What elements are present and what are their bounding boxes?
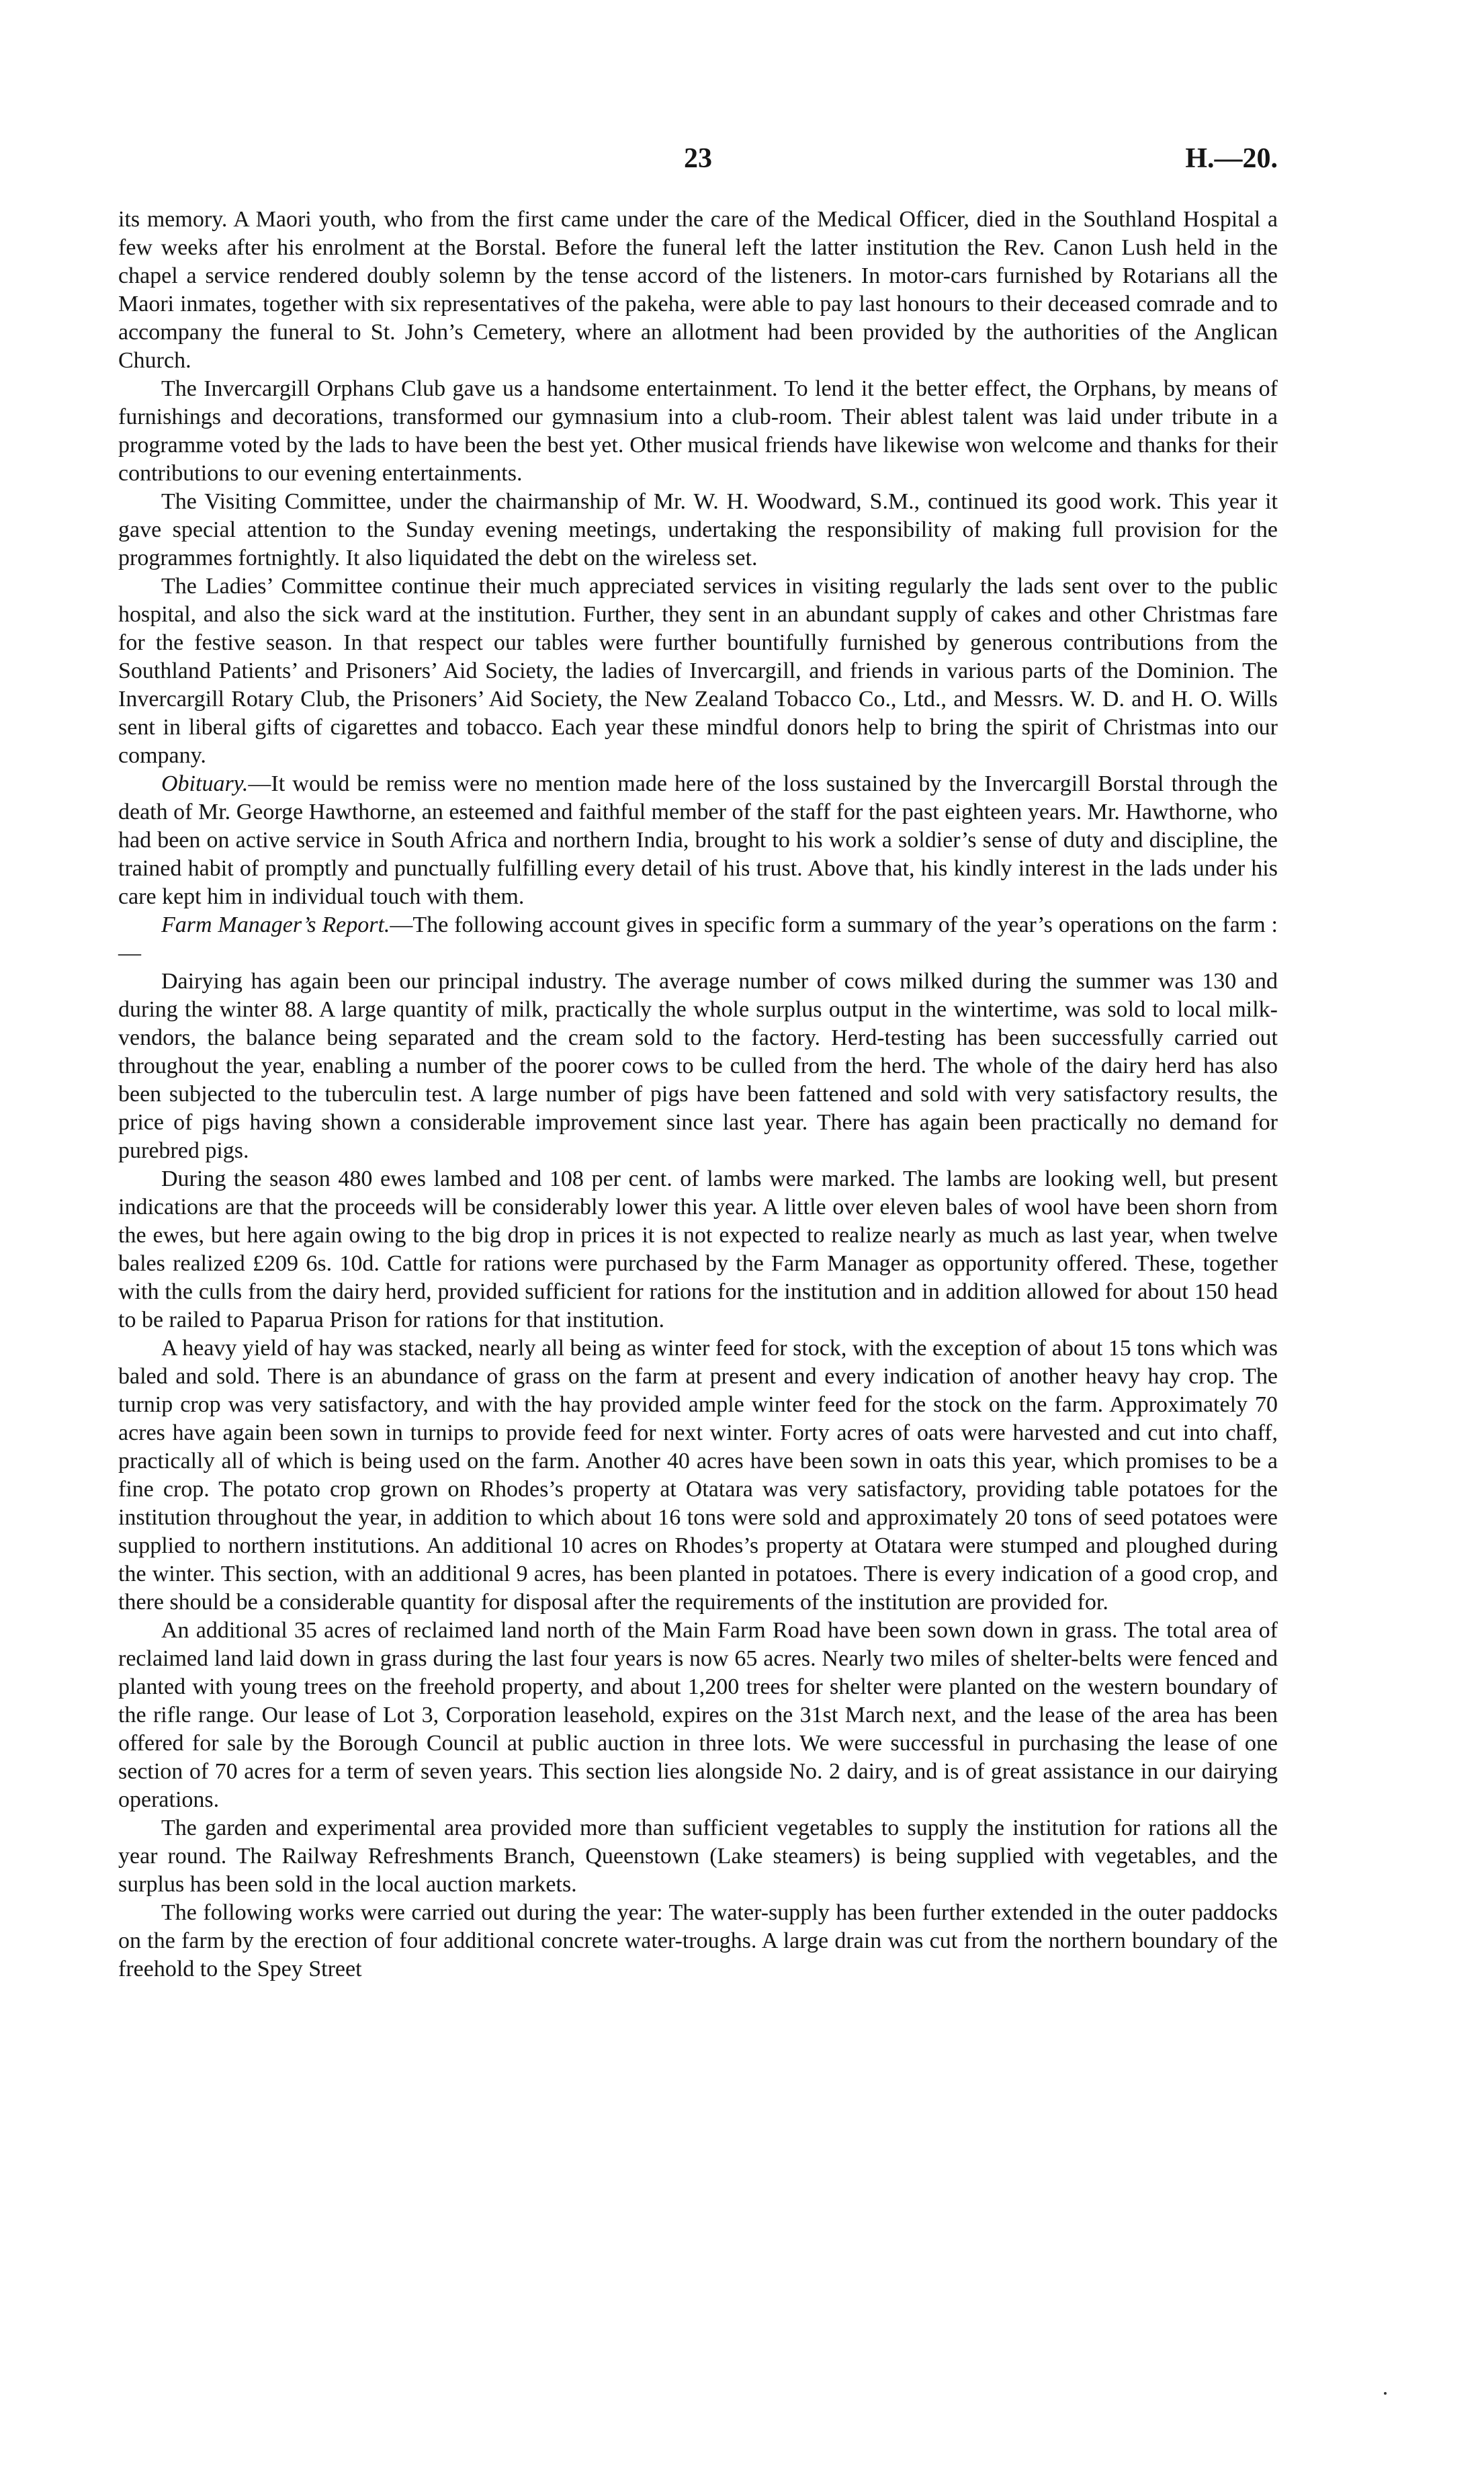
- paragraph-text: An additional 35 acres of reclaimed land north of the Main Farm Road have been sown down in grass. The total area of reclaimed land laid down in grass during the last four years is now 65 acres. Nearly two miles of shelter-belts were fenced and planted with young trees on the freehold property, and about 1,200 trees for shelter were planted on the western boundary of the rifle range. Our lease of Lot 3, Corporation leasehold, expires on the 31st March next, and the lease of the area has been offered for sale by the Borough Council at public auction in three lots. We were successful in purchasing the lease of one section of 70 acres for a term of seven years. This section lies alongside No. 2 dairy, and is of great assistance in our dairying operations.: [118, 1618, 1278, 1812]
- paragraph-text: —It would be remiss were no mention made here of the loss sustained by the Invercargill Borstal through the death of Mr. George Hawthorne, an esteemed and faithful member of the staff for the past eighteen years. Mr. Hawthorne, who had been on active service in South Africa and northern India, brought to his work a soldier’s sense of duty and discipline, the trained habit of promptly and punctually fulfilling every detail of his trust. Above that, his kindly interest in the lads under his care kept him in individual touch with them.: [118, 771, 1278, 909]
- paragraph-text: The Invercargill Orphans Club gave us a handsome entertainment. To lend it the better effect, the Orphans, by means of furnishings and decorations, transformed our gymnasium into a club-room. Their ablest talent was laid under tribute in a programme voted by the lads to have been the best yet. Other musical friends have likewise won welcome and thanks for their contributions to our evening entertainments.: [118, 376, 1278, 486]
- paragraph-text: During the season 480 ewes lambed and 108 per cent. of lambs were marked. The lambs are looking well, but present indications are that the proceeds will be considerably lower this year. A little over eleven bales of wool have been shorn from the ewes, but here again owing to the big drop in prices it is not expected to realize nearly as much as last year, when twelve bales realized £209 6s. 10d. Cattle for rations were purchased by the Farm Manager as opportunity offered. These, together with the culls from the dairy herd, provided sufficient for rations for the institution and in addition allowed for about 150 head to be railed to Paparua Prison for rations for that institution.: [118, 1166, 1278, 1332]
- paragraph-obituary: [118, 770, 1278, 911]
- paragraph-text: A heavy yield of hay was stacked, nearly all being as winter feed for stock, with the exception of about 15 tons which was baled and sold. There is an abundance of grass on the farm at present and every indication of another heavy hay crop. The turnip crop was very satisfactory, and with the hay provided ample winter feed for the stock on the farm. Approximately 70 acres have again been sown in turnips to provide feed for next winter. Forty acres of oats were harvested and cut into chaff, practically all of which is being used on the farm. Another 40 acres have been sown in oats this year, which promises to be a fine crop. The potato crop grown on Rhodes’s property at Otatara was very satisfactory, providing table potatoes for the institution throughout the year, in addition to which about 16 tons were sold and approximately 20 tons of seed potatoes were supplied to northern institutions. An additional 10 acres on Rhodes’s property at Otatara were stumped and ploughed during the winter. This section, with an additional 9 acres, has been planted in potatoes. There is every indication of a good crop, and there should be a considerable quantity for disposal after the requirements of the institution are provided for.: [118, 1336, 1278, 1615]
- page-header: [118, 142, 1278, 183]
- paragraph-maori-youth-funeral: [118, 206, 1278, 375]
- scan-speck: [1384, 2392, 1387, 2395]
- section-lead-obituary: Obituary.: [161, 771, 249, 796]
- paragraph-text: The Visiting Committee, under the chairmanship of Mr. W. H. Woodward, S.M., continued its good work. This year it gave special attention to the Sunday evening meetings, undertaking the responsibility of making full provision for the programmes fortnightly. It also liquidated the debt on the wireless set.: [118, 489, 1278, 570]
- paragraph-text: The Ladies’ Committee continue their much appreciated services in visiting regularly the lads sent over to the public hospital, and also the sick ward at the institution. Further, they sent in an abundant supply of cakes and other Christmas fare for the festive season. In that respect our tables were further bountifully furnished by generous contributions from the Southland Patients’ and Prisoners’ Aid Society, the ladies of Invercargill, and friends in various parts of the Dominion. The Invercargill Rotary Club, the Prisoners’ Aid Society, the New Zealand Tobacco Co., Ltd., and Messrs. W. D. and H. O. Wills sent in liberal gifts of cigarettes and tobacco. Each year these mindful donors help to bring the spirit of Christmas into our company.: [118, 574, 1278, 768]
- paragraph-reclaimed-land: [118, 1617, 1278, 1814]
- paragraph-visiting-committee: [118, 488, 1278, 572]
- paragraph-sheep: [118, 1165, 1278, 1334]
- paragraph-orphans-club: [118, 375, 1278, 488]
- paragraph-dairying: [118, 968, 1278, 1165]
- paragraph-text: The following works were carried out during the year: The water-supply has been further extended in the outer paddocks on the farm by the erection of four additional concrete water-troughs. A large drain was cut from the northern boundary of the freehold to the Spey Street: [118, 1900, 1278, 1981]
- report-body: [118, 206, 1278, 1983]
- paragraph-garden: [118, 1814, 1278, 1899]
- section-lead-farm-report: Farm Manager’s Report.: [161, 912, 390, 937]
- paragraph-crops: [118, 1334, 1278, 1617]
- paragraph-text: its memory. A Maori youth, who from the first came under the care of the Medical Officer, died in the Southland Hospital a few weeks after his enrolment at the Borstal. Before the funeral left the latter institution the Rev. Canon Lush held in the chapel a service rendered doubly solemn by the tense accord of the listeners. In motor-cars furnished by Rotarians all the Maori inmates, together with six representatives of the pakeha, were able to pay last honours to their deceased comrade and to accompany the funeral to St. John’s Cemetery, where an allotment had been provided by the authorities of the Anglican Church.: [118, 207, 1278, 373]
- paragraph-farm-report-intro: [118, 911, 1278, 968]
- paragraph-text: Dairying has again been our principal industry. The average number of cows milked during the summer was 130 and during the winter 88. A large quantity of milk, practically the whole surplus output in the wintertime, was sold to local milk-vendors, the balance being separated and the cream sold to the factory. Herd-testing has been successfully carried out throughout the year, enabling a number of the poorer cows to be culled from the herd. The whole of the dairy herd has also been subjected to the tuberculin test. A large number of pigs have been fattened and sold with very satisfactory results, the price of pigs having shown a considerable improvement since last year. There has again been practically no demand for purebred pigs.: [118, 969, 1278, 1163]
- paragraph-text: —The following account gives in specific form a summary of the year’s operations on the farm :—: [118, 912, 1278, 966]
- document-reference: H.—20.: [1185, 143, 1278, 174]
- paragraph-works: [118, 1899, 1278, 1983]
- page-number: 23: [684, 143, 712, 174]
- paragraph-ladies-committee: [118, 572, 1278, 770]
- paragraph-text: The garden and experimental area provided more than sufficient vegetables to supply the institution for rations all the year round. The Railway Refreshments Branch, Queenstown (Lake steamers) is being supplied with vegetables, and the surplus has been sold in the local auction markets.: [118, 1816, 1278, 1897]
